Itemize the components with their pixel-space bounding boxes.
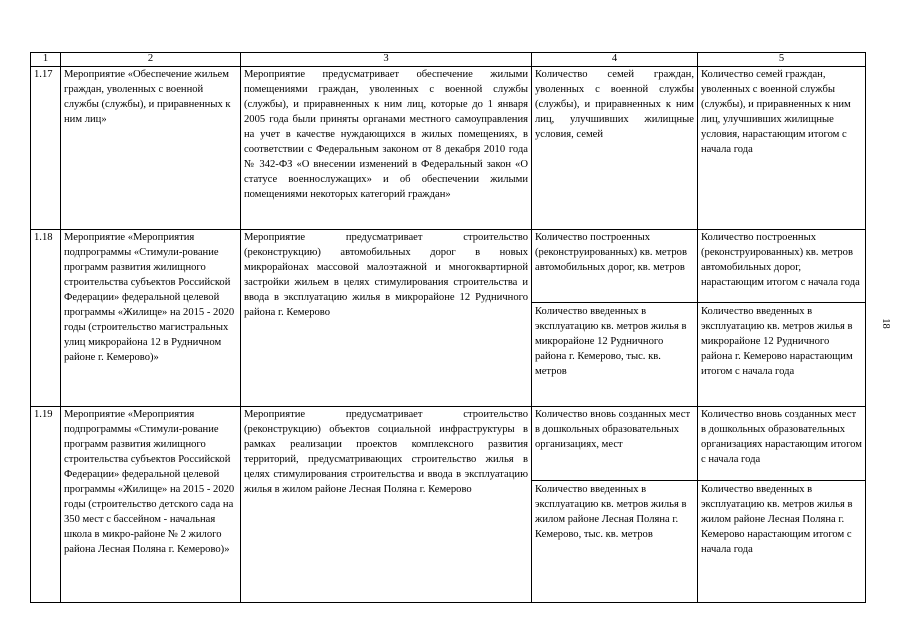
measures-table (30, 52, 866, 603)
indicator-housing: Количество введенных в эксплуатацию кв. метров жилья в микрорайоне 12 Рудничного района г. Кемерово, тыс. кв. метров (535, 306, 687, 377)
indicator-places: Количество вновь созданных мест в дошкольных образовательных организациях, мест (532, 407, 697, 481)
indicator-cell: Количество семей граждан, уволенных с военной службы (службы), и приравненных к ним лиц, улучшивших жилищные условия, семей (532, 67, 698, 230)
calculation-housing: Количество введенных в эксплуатацию кв. метров жилья в жилом районе Лесная Поляна г. Кемерово нарастающим итогом с начала года (701, 484, 853, 555)
event-description-cell: Мероприятие предусматривает строительство (реконструкцию) автомобильных дорог в новых микрорайонах массовой малоэтажной и многоквартирной застройки жильем в целях стимулирования строительства и ввода в эксплуатацию жилья в микрорайоне 12 Рудничного района г. Кемерово (241, 230, 532, 407)
calculation-housing: Количество введенных в эксплуатацию кв. метров жилья в микрорайоне 12 Рудничного района г. Кемерово нарастающим итогом с начала года (701, 306, 853, 377)
table-row (31, 407, 866, 603)
column-header: 2 (61, 53, 241, 67)
page-number: 18 (879, 318, 891, 329)
row-number: 1.17 (31, 67, 61, 230)
event-description-cell: Мероприятие предусматривает обеспечение жилыми помещениями граждан, уволенных с военной службы (службы), и приравненных к ним лиц, которые до 1 января 2005 года были приняты органами местного самоуправления на учет в качестве нуждающихся в жилых помещениях, в соответствии с Федеральным законом от 8 декабря 2010 года № 342-ФЗ «О внесении изменений в Федеральный закон «О статусе военнослужащих» и об обеспечении жилыми помещениями некоторых категорий граждан» (241, 67, 532, 230)
row-number: 1.19 (31, 407, 61, 603)
calculation-cell: Количество семей граждан, уволенных с военной службы (службы), и приравненных к ним лиц, улучшивших жилищные условия, нарастающим итогом с начала года (698, 67, 866, 230)
row-number: 1.18 (31, 230, 61, 407)
event-name-cell: Мероприятие «Обеспечение жильем граждан, уволенных с военной службы (службы), и приравненных к ним лиц» (61, 67, 241, 230)
calculation-cell (698, 230, 866, 407)
table-header-row (31, 53, 866, 67)
column-header: 4 (532, 53, 698, 67)
table-row (31, 67, 866, 230)
calculation-cell (698, 407, 866, 603)
calculation-places: Количество вновь созданных мест в дошкольных образовательных организациях нарастающим итогом с начала года (698, 407, 865, 481)
indicator-roads: Количество построенных (реконструированных) кв. метров автомобильных дорог, кв. метров (532, 230, 697, 303)
column-header: 3 (241, 53, 532, 67)
event-description-cell: Мероприятие предусматривает строительство (реконструкцию) объектов социальной инфраструктуры в рамках реализации проектов комплексного развития территорий, предусматривающих строительство жилья в целях стимулирования строительства и ввода в эксплуатацию жилья в жилом районе Лесная Поляна г. Кемерово (241, 407, 532, 603)
indicator-housing: Количество введенных в эксплуатацию кв. метров жилья в жилом районе Лесная Поляна г. Кемерово, тыс. кв. метров (535, 484, 687, 540)
indicator-cell (532, 407, 698, 603)
column-header: 1 (31, 53, 61, 67)
calculation-roads: Количество построенных (реконструированных) кв. метров автомобильных дорог, нарастающим итогом с начала года (698, 230, 865, 303)
event-name-cell: Мероприятие «Мероприятия подпрограммы «Стимули-рование программ развития жилищного строительства субъектов Российской Федерации» федеральной целевой программы «Жилище» на 2015 - 2020 годы (строительство детского сада на 350 мест с бассейном - начальная школа в микро-районе № 2 жилого района Лесная Поляна г. Кемерово)» (61, 407, 241, 603)
indicator-cell (532, 230, 698, 407)
table-row (31, 230, 866, 407)
event-name-cell: Мероприятие «Мероприятия подпрограммы «Стимули-рование программ развития жилищного строительства субъектов Российской Федерации» федеральной целевой программы «Жилище» на 2015 - 2020 годы (строительство магистральных улиц микрорайона 12 в Рудничном районе г. Кемерово)» (61, 230, 241, 407)
column-header: 5 (698, 53, 866, 67)
